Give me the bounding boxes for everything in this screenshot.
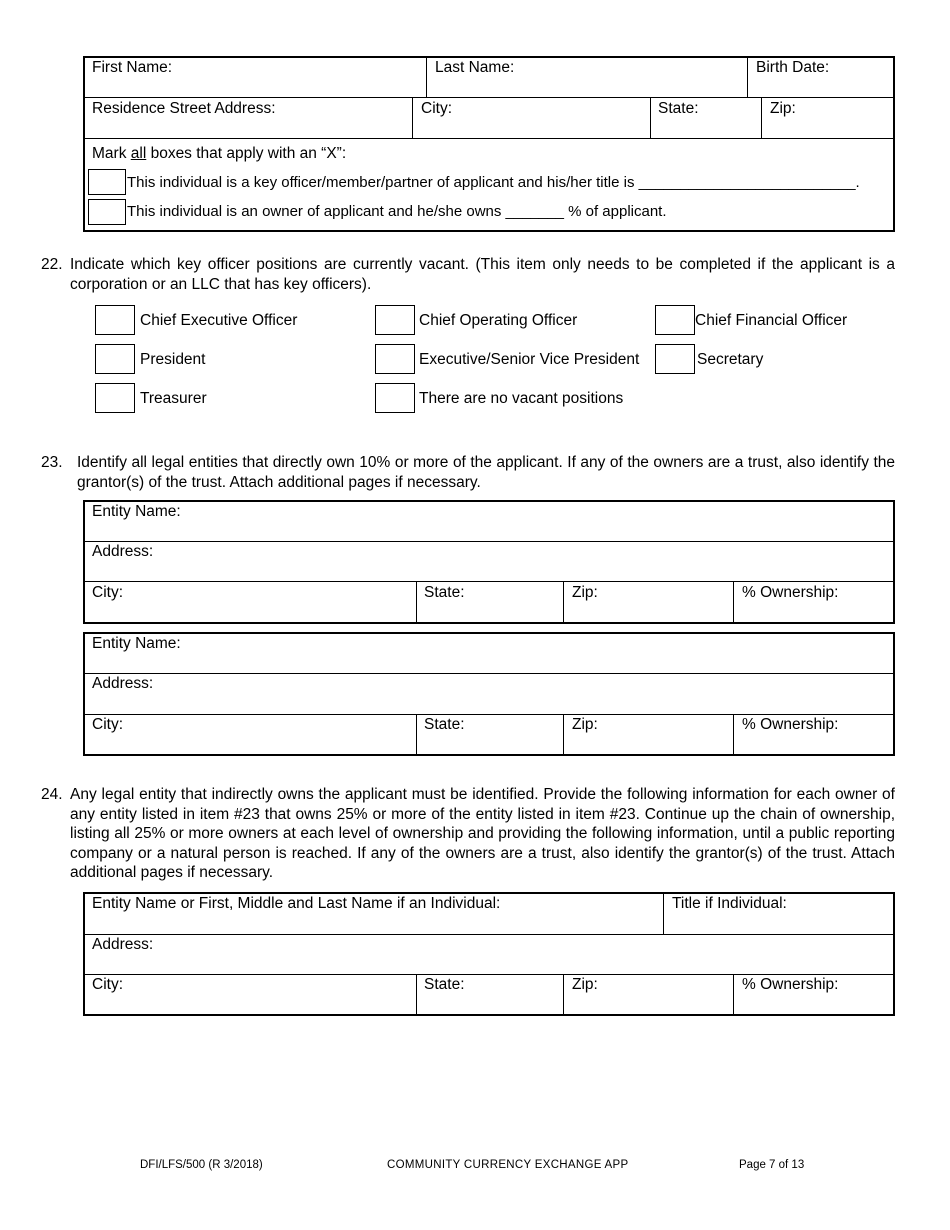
- divider: [84, 673, 894, 674]
- divider: [416, 582, 417, 623]
- checkbox-president[interactable]: [95, 344, 135, 374]
- entity-table-1: [83, 500, 895, 624]
- divider: [84, 581, 894, 582]
- option-treasurer: Treasurer: [140, 390, 207, 407]
- divider: [563, 975, 564, 1015]
- entity-or-individual-name-label: Entity Name or First, Middle and Last Name if an Individual:: [92, 895, 501, 912]
- state-label: State:: [424, 584, 465, 601]
- address-label: Address:: [92, 675, 154, 692]
- checkbox-cfo[interactable]: [655, 305, 695, 335]
- divider: [733, 582, 734, 623]
- address-label: Address:: [92, 936, 154, 953]
- option-coo: Chief Operating Officer: [419, 312, 578, 329]
- entity-name-label: Entity Name:: [92, 635, 181, 652]
- key-officer-checkbox[interactable]: [88, 169, 126, 195]
- checkbox-ceo[interactable]: [95, 305, 135, 335]
- checkbox-secretary[interactable]: [655, 344, 695, 374]
- residence-street-label: Residence Street Address:: [92, 100, 276, 117]
- divider: [84, 974, 894, 975]
- mark-instructions: Mark all boxes that apply with an “X”:: [92, 145, 347, 162]
- item23-text: Identify all legal entities that directly own 10% or more of the applicant. If any of the owners are a trust, also identify the grantor(s) of the trust. Attach additional pages if necessary.: [77, 454, 895, 491]
- divider: [747, 57, 748, 98]
- owner-checkbox[interactable]: [88, 199, 126, 225]
- option-president: President: [140, 351, 206, 368]
- zip-label: Zip:: [770, 100, 796, 117]
- footer-app-name: COMMUNITY CURRENCY EXCHANGE APP: [387, 1159, 629, 1171]
- footer-page-number: Page 7 of 13: [739, 1159, 805, 1171]
- ownership-label: % Ownership:: [742, 976, 839, 993]
- divider: [84, 97, 894, 98]
- state-label: State:: [424, 976, 465, 993]
- item24-number: 24.: [41, 786, 63, 803]
- entity-table-2: [83, 632, 895, 756]
- checkbox-no-vacant[interactable]: [375, 383, 415, 413]
- zip-label: Zip:: [572, 584, 598, 601]
- city-label: City:: [92, 716, 123, 733]
- divider: [84, 714, 894, 715]
- mark-emphasis: all: [130, 145, 147, 162]
- divider: [650, 98, 651, 138]
- divider: [84, 138, 894, 139]
- state-label: State:: [658, 100, 699, 117]
- zip-label: Zip:: [572, 716, 598, 733]
- first-name-label: First Name:: [92, 59, 173, 76]
- checkbox-evp[interactable]: [375, 344, 415, 374]
- ownership-label: % Ownership:: [742, 584, 839, 601]
- divider: [426, 57, 427, 98]
- entity-name-label: Entity Name:: [92, 503, 181, 520]
- checkbox-coo[interactable]: [375, 305, 415, 335]
- option-evp: Executive/Senior Vice President: [419, 351, 640, 368]
- checkbox-treasurer[interactable]: [95, 383, 135, 413]
- item24-text: Any legal entity that indirectly owns the applicant must be identified. Provide the following information for each owner of any entity listed in item #23 that owns 25% or more of the entity listed in item #23. Continue up the chain of ownership, listing all 25% or more owners at each level of ownership and providing the following information, until a public reporting company or a natural person is reached. If any of the owners are a trust, also identify the grantor(s) of the trust. Attach additional pages if necessary.: [70, 786, 895, 881]
- footer-form-id: DFI/LFS/500 (R 3/2018): [140, 1159, 263, 1171]
- birth-date-label: Birth Date:: [756, 59, 830, 76]
- item22-text: Indicate which key officer positions are currently vacant. (This item only needs to be completed if the applicant is a corporation or an LLC that has key officers).: [70, 256, 895, 293]
- zip-label: Zip:: [572, 976, 598, 993]
- divider: [412, 98, 413, 138]
- option-ceo: Chief Executive Officer: [140, 312, 298, 329]
- key-officer-text: This individual is a key officer/member/partner of applicant and his/her title is __________________________.: [127, 174, 860, 191]
- ownership-label: % Ownership:: [742, 716, 839, 733]
- item23-number: 23.: [41, 454, 63, 471]
- divider: [563, 715, 564, 755]
- item22-number: 22.: [41, 256, 63, 273]
- divider: [761, 98, 762, 138]
- divider: [733, 715, 734, 755]
- title-label: Title if Individual:: [672, 895, 787, 912]
- divider: [416, 715, 417, 755]
- divider: [84, 541, 894, 542]
- option-cfo: Chief Financial Officer: [695, 312, 848, 329]
- last-name-label: Last Name:: [435, 59, 515, 76]
- divider: [663, 893, 664, 934]
- city-label: City:: [92, 976, 123, 993]
- owner-text: This individual is an owner of applicant and he/she owns _______ % of applicant.: [127, 203, 667, 220]
- city-label: City:: [92, 584, 123, 601]
- state-label: State:: [424, 716, 465, 733]
- option-no-vacant: There are no vacant positions: [419, 390, 624, 407]
- city-label: City:: [421, 100, 452, 117]
- divider: [416, 975, 417, 1015]
- divider: [84, 934, 894, 935]
- option-secretary: Secretary: [697, 351, 764, 368]
- divider: [733, 975, 734, 1015]
- divider: [563, 582, 564, 623]
- address-label: Address:: [92, 543, 154, 560]
